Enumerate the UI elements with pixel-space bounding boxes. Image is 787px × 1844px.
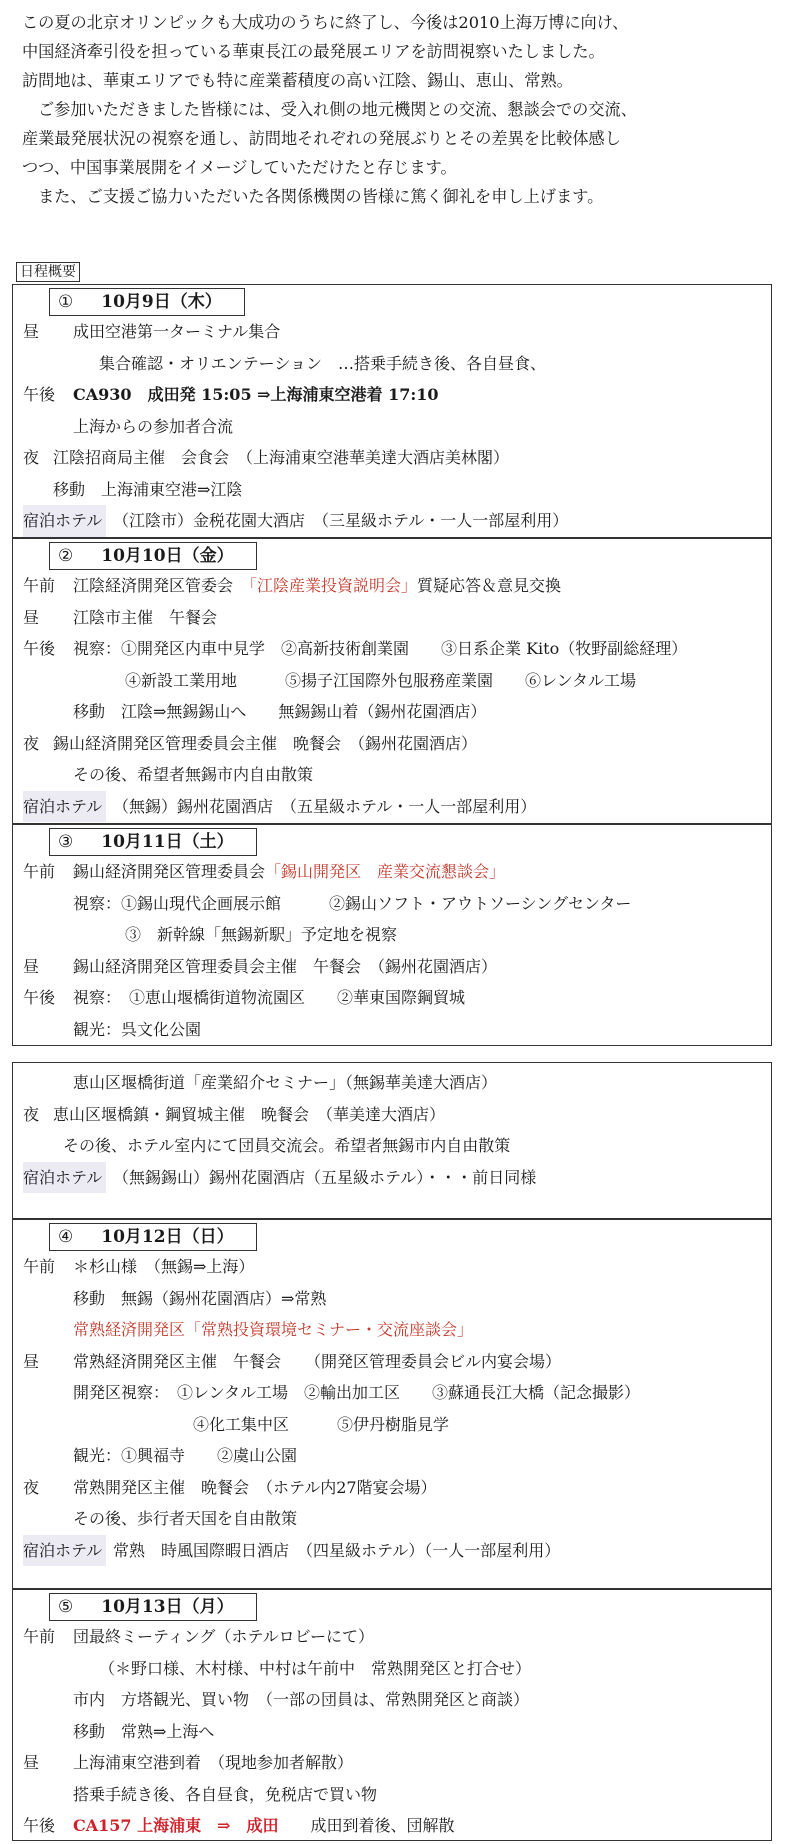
day4-section	[12, 1219, 772, 1589]
day-date: 10月12日（日）	[101, 1227, 234, 1247]
schedule-text: 視察： ①恵山堰橋街道物流園区 ②華東国際鋼貿城	[73, 988, 466, 1007]
schedule-row	[13, 633, 771, 665]
time-label: 午前	[23, 862, 56, 881]
time-label: 午前	[23, 576, 56, 595]
schedule-row	[13, 1503, 771, 1535]
schedule-text: 団最終ミーティング（ホテルロビーにて）	[73, 1627, 374, 1646]
schedule-row	[13, 1779, 771, 1811]
schedule-text: 上海からの参加者合流	[73, 416, 234, 436]
schedule-row	[13, 1014, 771, 1046]
day-date: 10月11日（土）	[101, 832, 234, 852]
day4-date	[49, 1223, 257, 1251]
schedule-text: 江陰市主催 午餐会	[73, 607, 218, 627]
schedule-text: 移動 上海浦東空港⇒江陰	[53, 479, 243, 499]
time-label: 宿泊ホテル	[23, 791, 106, 823]
day3-continued-section	[12, 1062, 772, 1219]
schedule-row	[13, 1747, 771, 1779]
schedule-row	[13, 1067, 771, 1099]
schedule-row	[13, 442, 771, 474]
schedule-text: 質疑応答＆意見交換	[417, 576, 562, 595]
day-date: 10月13日（月）	[101, 1597, 234, 1617]
time-label: 午前	[23, 1257, 56, 1276]
schedule-row	[13, 411, 771, 443]
day5-date	[49, 1593, 257, 1621]
schedule-row	[13, 316, 771, 348]
time-label: 昼	[23, 956, 40, 976]
day-number: ①	[58, 292, 74, 312]
schedule-text: 観光：呉文化公園	[73, 1019, 202, 1039]
time-label: 夜	[23, 1104, 40, 1124]
schedule-row	[13, 759, 771, 791]
schedule-text: 常熟開発区主催 晩餐会 （ホテル内27階宴会場）	[73, 1477, 437, 1497]
schedule-text: 「江陰産業投資説明会」	[249, 576, 418, 595]
schedule-text: 視察：①錫山現代企画展示館 ②錫山ソフト・アウトソーシングセンター	[73, 893, 632, 913]
schedule-row	[13, 856, 771, 888]
day-date: 10月10日（金）	[101, 546, 234, 566]
schedule-row	[13, 474, 771, 506]
schedule-row	[13, 982, 771, 1014]
time-label: 昼	[23, 1753, 40, 1772]
schedule-row	[13, 1130, 771, 1162]
day-number: ④	[58, 1227, 74, 1247]
intro-line: つつ、中国事業展開をイメージしていただけたと存じます。	[22, 158, 457, 177]
day2-date	[49, 542, 257, 570]
schedule-text: 成田到着後、団解散	[310, 1816, 455, 1835]
schedule-text: （無錫錫山）錫州花園酒店（五星級ホテル）・・・前日同様	[113, 1167, 537, 1187]
schedule-row	[13, 1472, 771, 1504]
schedule-text: その後、歩行者天国を自由散策	[73, 1509, 298, 1528]
schedule-text: 開発区視察： ①レンタル工場 ②輸出加工区 ③蘇通長江大橋（記念撮影）	[73, 1383, 640, 1402]
schedule-text: 常熟 時風国際暇日酒店 （四星級ホテル）（一人一部屋利用）	[113, 1540, 561, 1560]
time-label: 昼	[23, 322, 40, 341]
schedule-row	[13, 888, 771, 920]
schedule-row	[13, 696, 771, 728]
schedule-text: 観光：①興福寺 ②虞山公園	[73, 1446, 298, 1465]
schedule-row	[13, 1409, 771, 1441]
schedule-text: 成田空港第一ターミナル集合	[73, 322, 281, 341]
schedule-text	[73, 1810, 455, 1842]
schedule-row	[13, 1621, 771, 1653]
schedule-row	[13, 505, 771, 537]
time-label: 午後	[23, 385, 56, 404]
schedule-text: CA930	[73, 385, 132, 404]
schedule-text: 錫山経済開発区管理委員会	[73, 862, 266, 881]
schedule-text: 移動 江陰⇒無錫錫山へ 無錫錫山着（錫州花園酒店）	[73, 702, 487, 721]
schedule-text: ④新設工業用地 ⑤揚子江国際外包服務産業園 ⑥レンタル工場	[125, 670, 636, 690]
schedule-row	[13, 919, 771, 951]
schedule-text: その後、ホテル室内にて団員交流会。希望者無錫市内自由散策	[63, 1136, 511, 1155]
schedule-row	[13, 665, 771, 697]
intro-line: また、ご支援ご協力いただいた各関係機関の皆様に篤く御礼を申し上げます。	[38, 187, 604, 206]
intro-line: ご参加いただきました皆様には、受入れ側の地元機関との交流、懇談会での交流、	[38, 100, 637, 119]
day2-section	[12, 538, 772, 824]
day-date: 10月9日（木）	[101, 292, 222, 312]
schedule-text: 常熟経済開発区「常熟投資環境セミナー・交流座談会」	[73, 1320, 474, 1339]
time-label: 宿泊ホテル	[23, 1162, 106, 1194]
schedule-text: 上海浦東空港到着 （現地参加者解散）	[73, 1753, 354, 1772]
day-number: ③	[58, 832, 74, 852]
schedule-text: 錫山経済開発区管理委員会主催 晩餐会 （錫州花園酒店）	[53, 733, 478, 753]
intro-line: 訪問地は、華東エリアでも特に産業蓄積度の高い江陰、錫山、恵山、常熟。	[22, 71, 573, 90]
day1-date	[49, 288, 245, 316]
schedule-row	[13, 1314, 771, 1346]
schedule-row	[13, 1283, 771, 1315]
day-number: ②	[58, 546, 74, 566]
schedule-row	[13, 1346, 771, 1378]
schedule-row	[13, 1535, 771, 1567]
schedule-text: 江陰招商局主催 会食会 （上海浦東空港華美達大酒店美林閣）	[53, 448, 510, 467]
day1-section	[12, 284, 772, 538]
schedule-text: 恵山区堰橋街道「産業紹介セミナー」（無錫華美達大酒店）	[73, 1073, 498, 1092]
schedule-row	[13, 1716, 771, 1748]
schedule-row	[13, 1653, 771, 1685]
schedule-text: 「錫山開発区 産業交流懇談会」	[265, 862, 506, 881]
schedule-text: 錫山経済開発区管理委員会主催 午餐会 （錫州花園酒店）	[73, 956, 498, 976]
schedule-row	[13, 1099, 771, 1131]
intro-text	[22, 8, 772, 211]
day3-date	[49, 828, 257, 856]
schedule-text: （＊野口様、木村様、中村は午前中 常熟開発区と打合せ）	[99, 1658, 532, 1678]
schedule-row	[13, 1684, 771, 1716]
schedule-text: 成田発 15:05 ⇒上海浦東空港着 17:10	[147, 385, 439, 404]
time-label: 午後	[23, 639, 56, 658]
day3-section	[12, 824, 772, 1046]
schedule-text: CA157 上海浦東 ⇒ 成田	[73, 1816, 279, 1835]
schedule-row	[13, 379, 771, 411]
schedule-row	[13, 1810, 771, 1842]
schedule-text: （江陰市）金税花園大酒店 （三星級ホテル・一人一部屋利用）	[113, 511, 569, 530]
schedule-text: 集合確認・オリエンテーション …搭乗手続き後、各自昼食、	[99, 353, 547, 373]
schedule-text: 恵山区堰橋鎮・鋼貿城主催 晩餐会 （華美達大酒店）	[53, 1104, 446, 1124]
schedule-row	[13, 602, 771, 634]
time-label: 夜	[23, 448, 40, 467]
schedule-text: 市内 方塔観光、買い物 （一部の団員は、常熟開発区と商談）	[73, 1690, 530, 1709]
schedule-row	[13, 951, 771, 983]
time-label: 宿泊ホテル	[23, 1535, 106, 1567]
schedule-text: 移動 無錫（錫州花園酒店）⇒常熟	[73, 1288, 327, 1308]
schedule-row	[13, 1440, 771, 1472]
time-label: 午後	[23, 988, 56, 1007]
schedule-text: 江陰経済開発区管委会	[73, 576, 250, 595]
schedule-text: （無錫）錫州花園酒店 （五星級ホテル・一人一部屋利用）	[113, 796, 537, 816]
time-label: 夜	[23, 1477, 40, 1497]
schedule-text: ＊杉山様 （無錫⇒上海）	[73, 1257, 255, 1276]
day-number: ⑤	[58, 1597, 74, 1617]
intro-line: 産業最発展状況の視察を通し、訪問地それぞれの発展ぶりとその差異を比較体感し	[22, 129, 621, 148]
schedule-row	[13, 791, 771, 823]
time-label: 昼	[23, 1351, 40, 1371]
schedule-text: 常熟経済開発区主催 午餐会 （開発区管理委員会ビル内宴会場）	[73, 1351, 562, 1371]
time-label: 宿泊ホテル	[23, 505, 106, 537]
schedule-text: 移動 常熟⇒上海へ	[73, 1721, 215, 1741]
schedule-text: ③ 新幹線「無錫新駅」予定地を視察	[125, 925, 398, 944]
schedule-text: 視察：①開発区内車中見学 ②高新技術創業園 ③日系企業 Kito（牧野副総経理）	[73, 639, 688, 658]
intro-line: この夏の北京オリンピックも大成功のうちに終了し、今後は2010上海万博に向け、	[22, 13, 629, 32]
schedule-text	[73, 570, 561, 602]
schedule-text	[73, 856, 505, 888]
schedule-row	[13, 1251, 771, 1283]
schedule-text: 搭乗手続き後、各自昼食，免税店で買い物	[73, 1784, 378, 1804]
schedule-text: ④化工集中区 ⑤伊丹樹脂見学	[193, 1414, 450, 1434]
intro-line: 中国経済牽引役を担っている華東長江の最発展エリアを訪問視察いたしました。	[22, 42, 605, 61]
schedule-text: その後、希望者無錫市内自由散策	[73, 765, 314, 784]
schedule-row	[13, 570, 771, 602]
schedule-row	[13, 728, 771, 760]
time-label: 午前	[23, 1627, 56, 1646]
time-label: 夜	[23, 733, 40, 753]
time-label: 昼	[23, 607, 40, 627]
schedule-row	[13, 1162, 771, 1194]
time-label: 午後	[23, 1816, 56, 1835]
schedule-row	[13, 1377, 771, 1409]
schedule-summary-label: 日程概要	[16, 262, 80, 282]
schedule-text	[73, 379, 439, 411]
day5-section	[12, 1589, 772, 1841]
schedule-row	[13, 348, 771, 380]
